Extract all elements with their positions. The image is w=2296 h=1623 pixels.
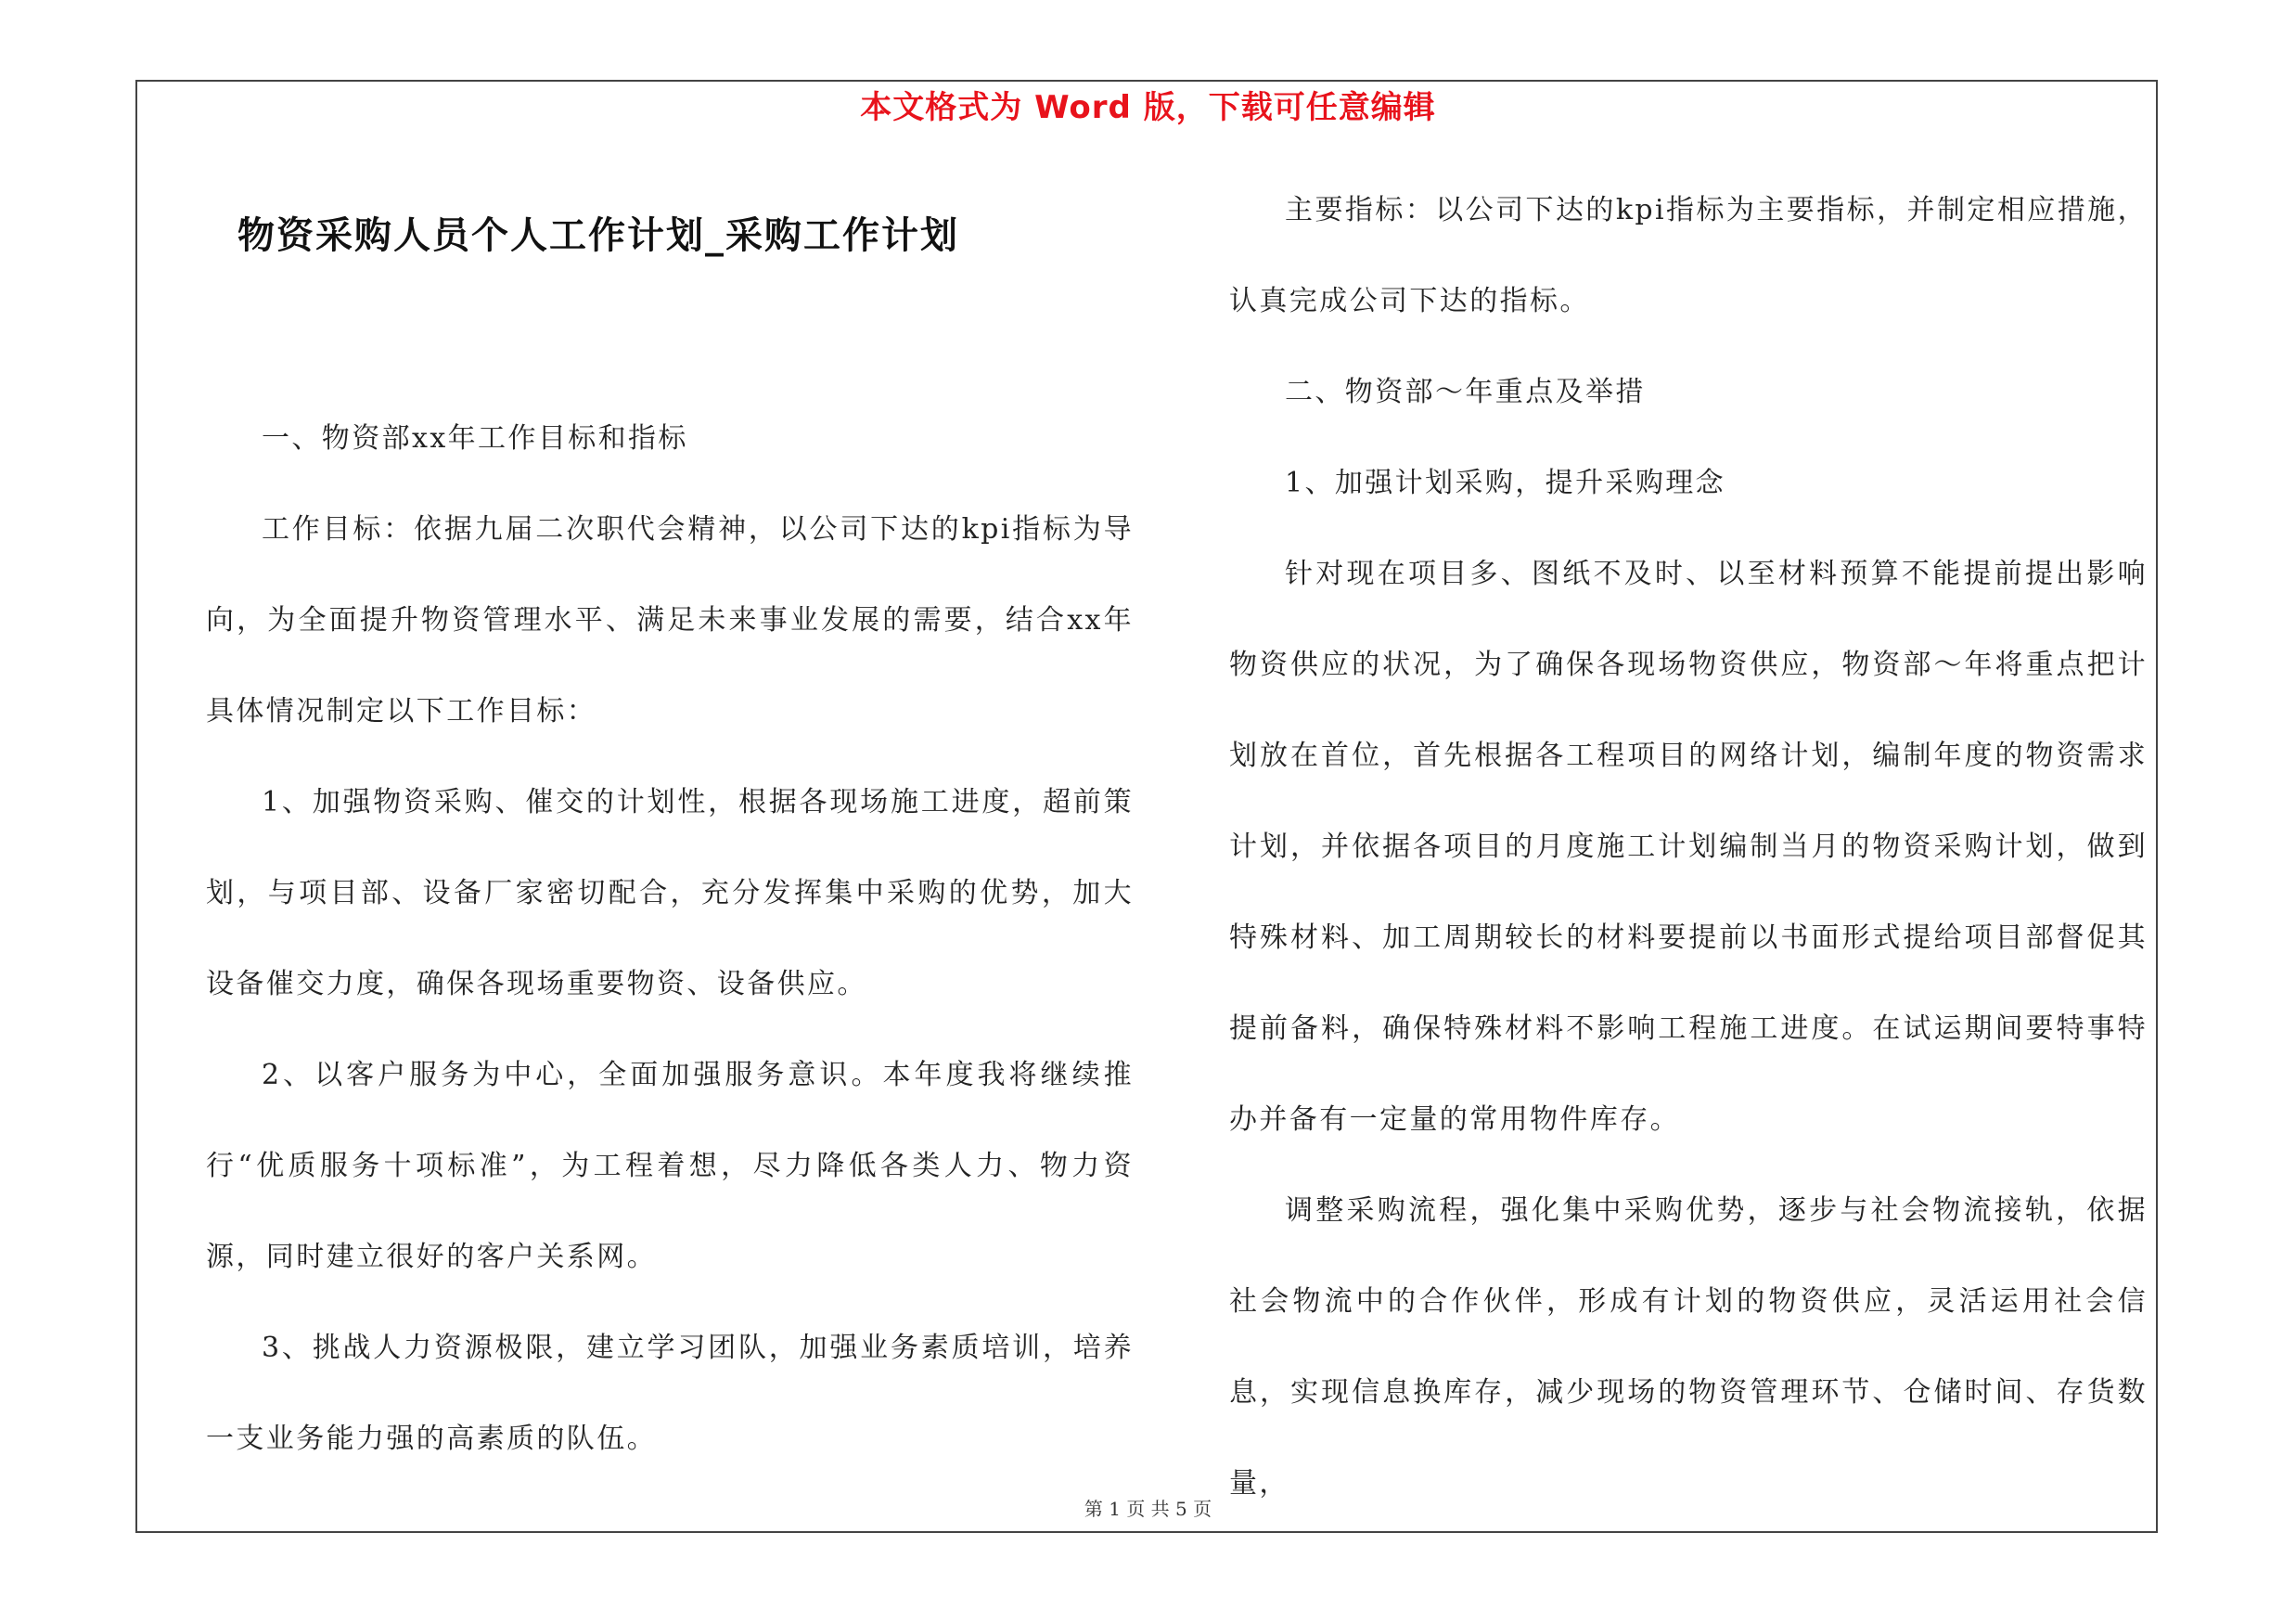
left-paragraph-5: 3、挑战人力资源极限，建立学习团队，加强业务素质培训，培养一支业务能力强的高素质的队伍。 xyxy=(206,1332,1134,1455)
document-title: 物资采购人员个人工作计划_采购工作计划 xyxy=(237,213,959,257)
left-paragraph-4: 2、以客户服务为中心，全面加强服务意识。本年度我将继续推行“优质服务十项标准”，为工程着想，尽力降低各类人力、物力资源，同时建立很好的客户关系网。 xyxy=(206,1059,1134,1273)
left-paragraph-2: 工作目标：依据九届二次职代会精神，以公司下达的kpi指标为导向，为全面提升物资管理水平、满足未来事业发展的需要，结合xx年具体情况制定以下工作目标： xyxy=(206,513,1134,728)
editable-notice-banner: 本文格式为 Word 版，下载可任意编辑 xyxy=(860,89,1436,126)
left-paragraph-3: 1、加强物资采购、催交的计划性，根据各现场施工进度，超前策划，与项目部、设备厂家密切配合，充分发挥集中采购的优势，加大设备催交力度，确保各现场重要物资、设备供应。 xyxy=(206,786,1134,1000)
right-paragraph-1: 主要指标：以公司下达的kpi指标为主要指标，并制定相应措施，认真完成公司下达的指标。 xyxy=(1229,194,2148,317)
right-paragraph-4: 针对现在项目多、图纸不及时、以至材料预算不能提前提出影响物资供应的状况，为了确保各现场物资供应，物资部～年将重点把计划放在首位，首先根据各工程项目的网络计划，编制年度的物资需求计划，并依据各项目的月度施工计划编制当月的物资采购计划，做到特殊材料、加工周期较长的材料要提前以书面形式提给项目部督促其提前备料，确保特殊材料不影响工程施工进度。在试运期间要特事特办并备有一定量的常用物件库存。 xyxy=(1229,558,2148,1136)
right-column xyxy=(1229,165,2148,1529)
page-number-footer: 第 1 页 共 5 页 xyxy=(1084,1498,1212,1520)
right-paragraph-5: 调整采购流程，强化集中采购优势，逐步与社会物流接轨，依据社会物流中的合作伙伴，形成有计划的物资供应，灵活运用社会信息，实现信息换库存，减少现场的物资管理环节、仓储时间、存货数量， xyxy=(1229,1194,2148,1500)
right-paragraph-3: 1、加强计划采购，提升采购理念 xyxy=(1285,467,1726,499)
left-column xyxy=(206,393,1134,1485)
right-paragraph-2: 二、物资部～年重点及举措 xyxy=(1285,376,1646,408)
left-paragraph-1: 一、物资部xx年工作目标和指标 xyxy=(262,422,688,455)
